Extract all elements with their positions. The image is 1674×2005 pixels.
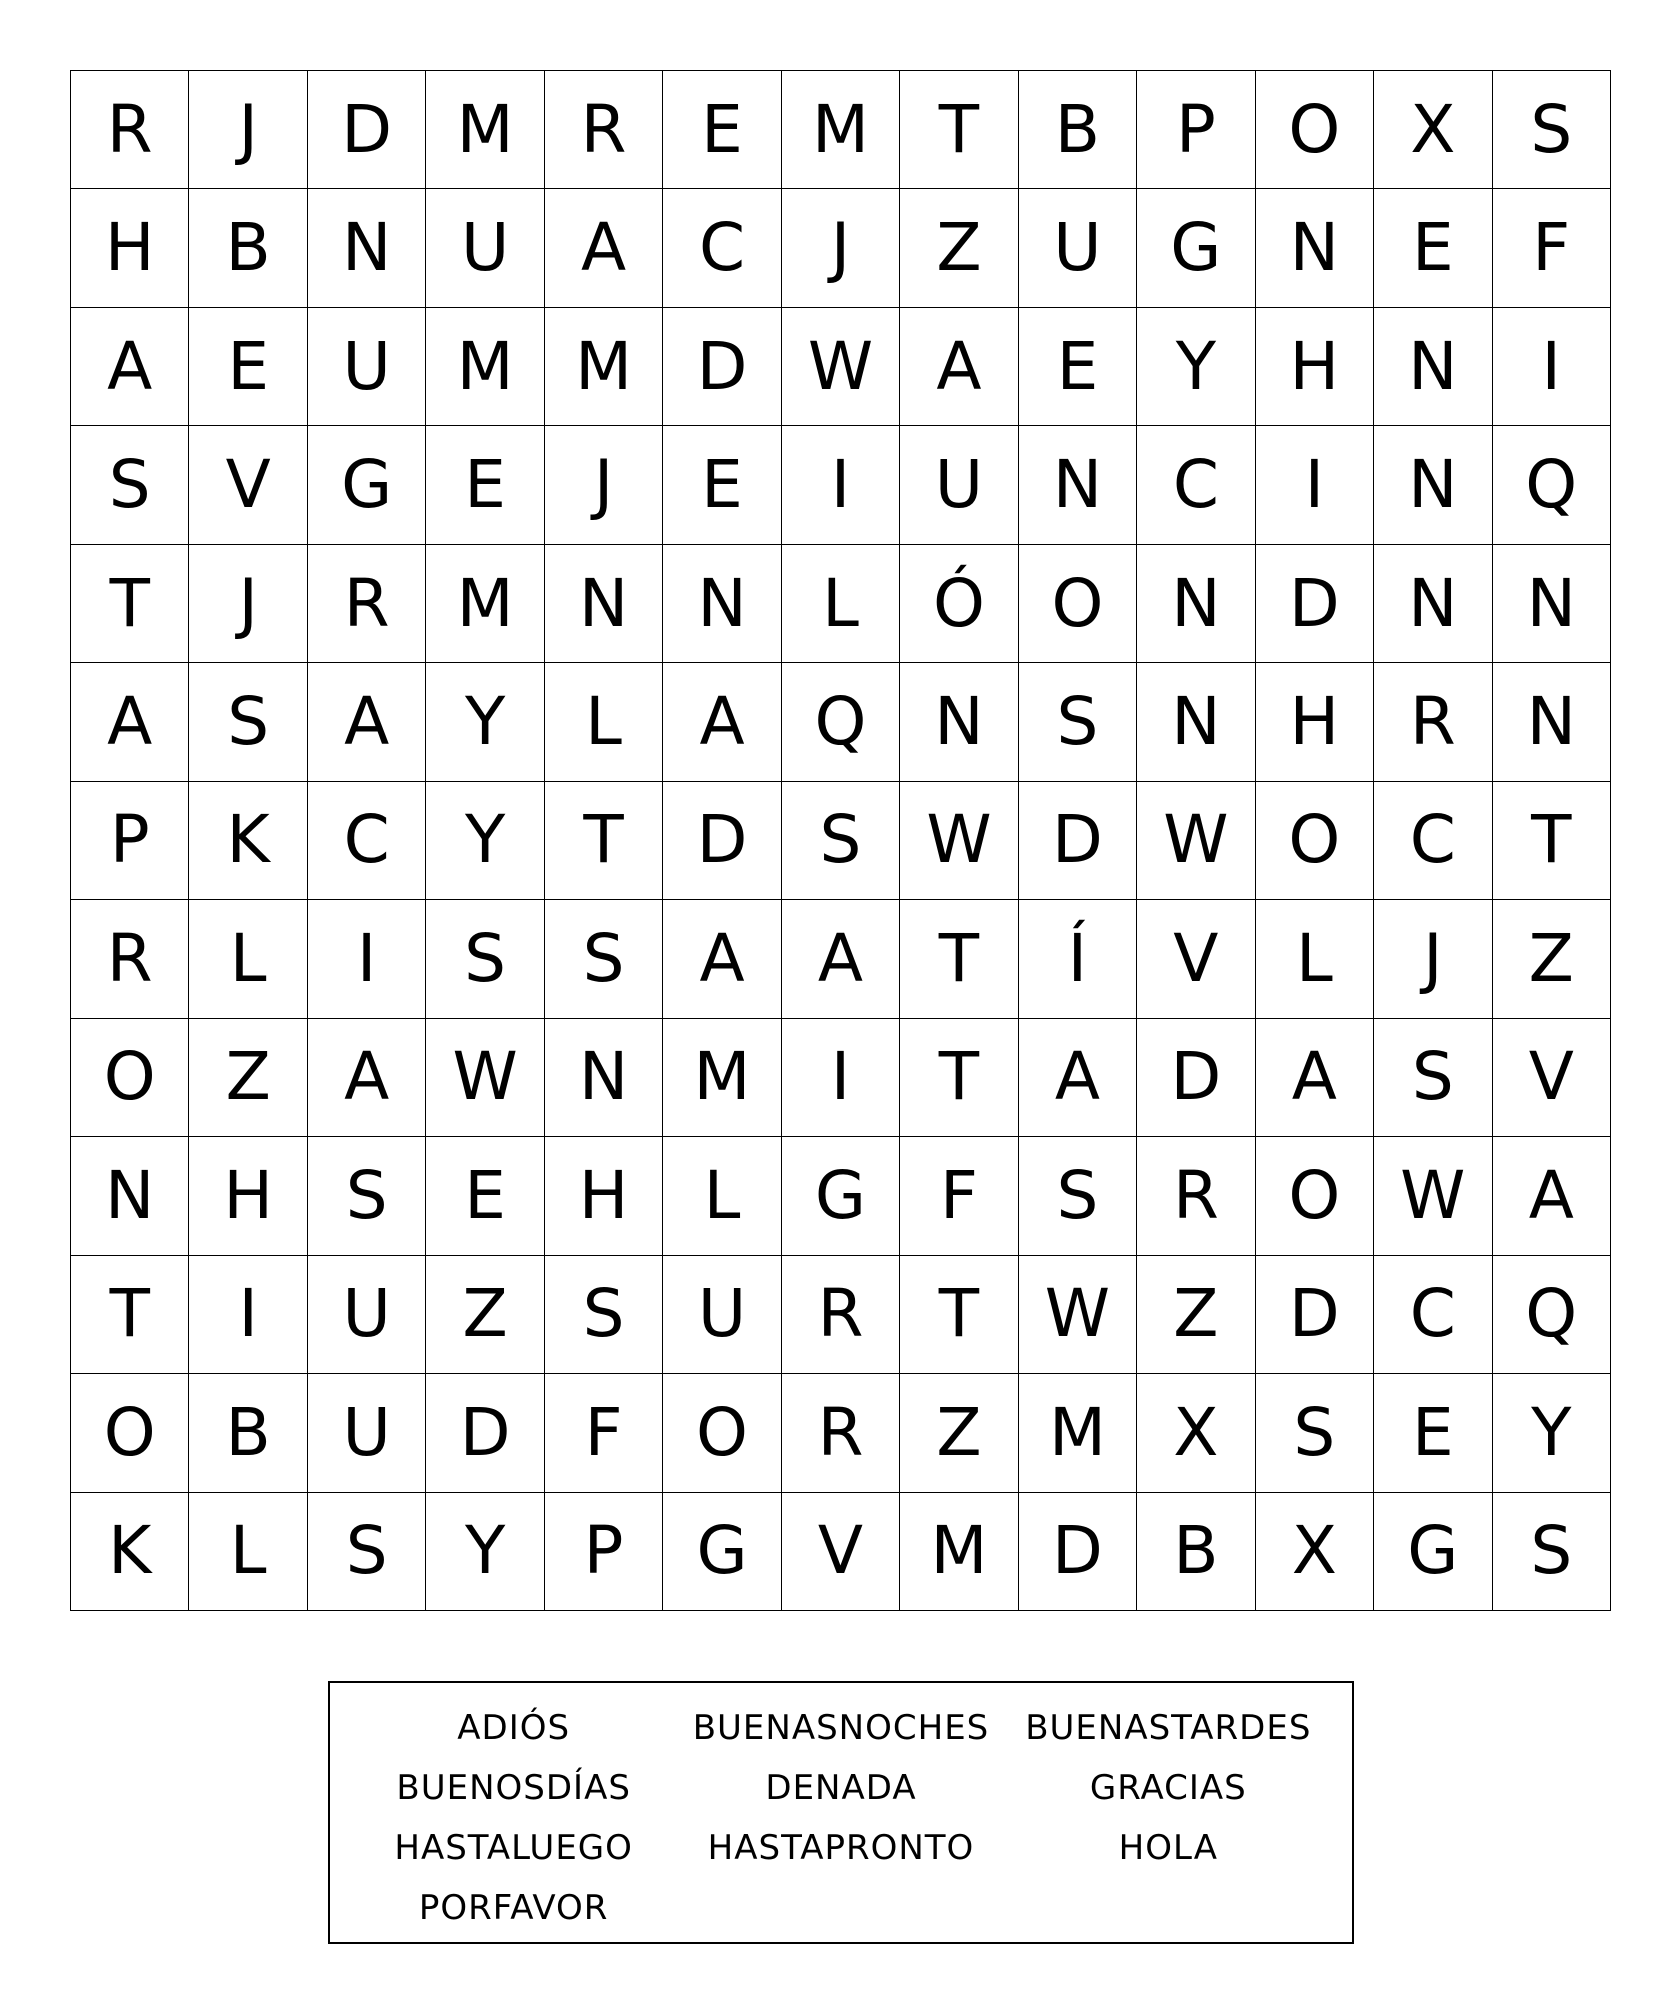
grid-cell[interactable]: A — [663, 900, 781, 1018]
grid-cell[interactable]: U — [900, 426, 1018, 544]
grid-cell[interactable]: S — [308, 1137, 426, 1255]
grid-cell[interactable]: N — [1493, 545, 1611, 663]
grid-cell[interactable]: A — [900, 308, 1018, 426]
grid-cell[interactable]: P — [71, 782, 189, 900]
grid-cell[interactable]: N — [71, 1137, 189, 1255]
grid-cell[interactable]: C — [1137, 426, 1255, 544]
grid-cell[interactable]: S — [308, 1493, 426, 1611]
grid-cell[interactable]: M — [426, 545, 544, 663]
grid-cell[interactable]: N — [1493, 663, 1611, 781]
grid-cell[interactable]: N — [900, 663, 1018, 781]
grid-cell[interactable]: Í — [1019, 900, 1137, 1018]
grid-cell[interactable]: Q — [1493, 426, 1611, 544]
grid-cell[interactable]: D — [1019, 782, 1137, 900]
grid-cell[interactable]: R — [782, 1374, 900, 1492]
grid-cell[interactable]: C — [308, 782, 426, 900]
grid-cell[interactable]: O — [663, 1374, 781, 1492]
grid-cell[interactable]: X — [1256, 1493, 1374, 1611]
grid-cell[interactable]: L — [545, 663, 663, 781]
grid-cell[interactable]: W — [1137, 782, 1255, 900]
grid-cell[interactable]: S — [1374, 1019, 1492, 1137]
word-bank-item: DENADA — [765, 1768, 917, 1808]
grid-cell[interactable]: S — [426, 900, 544, 1018]
grid-cell[interactable]: S — [189, 663, 307, 781]
grid-cell[interactable]: D — [663, 782, 781, 900]
grid-cell[interactable]: A — [308, 1019, 426, 1137]
grid-cell[interactable]: W — [426, 1019, 544, 1137]
grid-cell[interactable]: W — [1374, 1137, 1492, 1255]
grid-cell[interactable]: I — [782, 426, 900, 544]
grid-cell[interactable]: X — [1374, 71, 1492, 189]
grid-cell[interactable]: A — [308, 663, 426, 781]
word-bank-item: HASTAPRONTO — [707, 1828, 975, 1868]
grid-cell[interactable]: F — [545, 1374, 663, 1492]
grid-cell[interactable]: A — [782, 900, 900, 1018]
grid-cell[interactable]: H — [71, 189, 189, 307]
grid-cell[interactable]: N — [1374, 308, 1492, 426]
grid-cell[interactable]: L — [663, 1137, 781, 1255]
grid-cell[interactable]: J — [545, 426, 663, 544]
grid-cell[interactable]: B — [1019, 71, 1137, 189]
grid-cell[interactable]: E — [1374, 189, 1492, 307]
grid-cell[interactable]: D — [308, 71, 426, 189]
word-bank-item: HASTALUEGO — [394, 1828, 633, 1868]
grid-cell[interactable]: E — [426, 426, 544, 544]
grid-cell[interactable]: V — [782, 1493, 900, 1611]
grid-cell[interactable]: R — [1374, 663, 1492, 781]
grid-cell[interactable]: V — [1493, 1019, 1611, 1137]
grid-cell[interactable]: Z — [1493, 900, 1611, 1018]
grid-cell[interactable]: J — [782, 189, 900, 307]
grid-cell[interactable]: L — [782, 545, 900, 663]
grid-cell[interactable]: U — [426, 189, 544, 307]
grid-cell[interactable]: S — [1493, 1493, 1611, 1611]
grid-cell[interactable]: Y — [426, 1493, 544, 1611]
grid-cell[interactable]: R — [71, 900, 189, 1018]
grid-cell[interactable]: T — [1493, 782, 1611, 900]
grid-cell[interactable]: A — [663, 663, 781, 781]
word-bank-item: ADIÓS — [457, 1708, 571, 1748]
word-bank-item: GRACIAS — [1089, 1768, 1247, 1808]
grid-cell[interactable]: I — [189, 1256, 307, 1374]
grid-cell[interactable]: C — [663, 189, 781, 307]
grid-cell[interactable]: O — [1256, 782, 1374, 900]
grid-cell[interactable]: U — [308, 308, 426, 426]
grid-cell[interactable]: R — [782, 1256, 900, 1374]
grid-cell[interactable]: B — [1137, 1493, 1255, 1611]
grid-cell[interactable]: A — [1256, 1019, 1374, 1137]
grid-cell[interactable]: N — [545, 1019, 663, 1137]
word-bank-item: BUENOSDÍAS — [396, 1768, 631, 1808]
grid-cell[interactable]: R — [1137, 1137, 1255, 1255]
grid-cell[interactable]: P — [1137, 71, 1255, 189]
grid-cell[interactable]: G — [308, 426, 426, 544]
grid-cell[interactable]: E — [663, 71, 781, 189]
grid-cell[interactable]: Q — [1493, 1256, 1611, 1374]
grid-cell[interactable]: A — [545, 189, 663, 307]
grid-cell[interactable]: G — [663, 1493, 781, 1611]
grid-cell[interactable]: J — [189, 71, 307, 189]
grid-cell[interactable]: S — [71, 426, 189, 544]
grid-cell[interactable]: E — [426, 1137, 544, 1255]
grid-cell[interactable]: S — [782, 782, 900, 900]
grid-cell[interactable]: O — [1256, 1137, 1374, 1255]
grid-cell[interactable]: Q — [782, 663, 900, 781]
grid-cell[interactable]: N — [1374, 545, 1492, 663]
grid-cell[interactable]: S — [545, 900, 663, 1018]
grid-cell[interactable]: G — [782, 1137, 900, 1255]
grid-cell[interactable]: Y — [426, 782, 544, 900]
grid-cell[interactable]: T — [545, 782, 663, 900]
word-bank-item: PORFAVOR — [418, 1888, 609, 1928]
grid-cell[interactable]: N — [1019, 426, 1137, 544]
grid-cell[interactable]: S — [1019, 1137, 1137, 1255]
grid-cell[interactable]: W — [782, 308, 900, 426]
grid-cell[interactable]: A — [1019, 1019, 1137, 1137]
grid-cell[interactable]: N — [663, 545, 781, 663]
grid-cell[interactable]: K — [189, 782, 307, 900]
letter-grid — [70, 70, 1611, 1611]
grid-cell[interactable]: L — [189, 1493, 307, 1611]
grid-cell[interactable]: N — [1137, 545, 1255, 663]
grid-cell[interactable]: K — [71, 1493, 189, 1611]
grid-cell[interactable]: T — [71, 1256, 189, 1374]
grid-cell[interactable]: B — [189, 189, 307, 307]
word-bank-item: HOLA — [1118, 1828, 1218, 1868]
grid-cell[interactable]: F — [1493, 189, 1611, 307]
grid-cell[interactable]: B — [189, 1374, 307, 1492]
grid-cell[interactable]: G — [1374, 1493, 1492, 1611]
grid-cell[interactable]: V — [1137, 900, 1255, 1018]
grid-cell[interactable]: M — [1019, 1374, 1137, 1492]
grid-cell[interactable]: F — [900, 1137, 1018, 1255]
grid-cell[interactable]: J — [189, 545, 307, 663]
grid-cell[interactable]: R — [545, 71, 663, 189]
grid-cell[interactable]: H — [1256, 308, 1374, 426]
grid-cell[interactable]: E — [663, 426, 781, 544]
grid-cell[interactable]: N — [1256, 189, 1374, 307]
grid-cell[interactable]: Y — [1137, 308, 1255, 426]
grid-cell[interactable]: I — [1493, 308, 1611, 426]
grid-cell[interactable]: X — [1137, 1374, 1255, 1492]
grid-cell[interactable]: T — [900, 900, 1018, 1018]
grid-cell[interactable]: D — [1137, 1019, 1255, 1137]
grid-cell[interactable]: C — [1374, 782, 1492, 900]
grid-cell[interactable]: A — [71, 663, 189, 781]
grid-cell[interactable]: M — [426, 308, 544, 426]
grid-cell[interactable]: H — [189, 1137, 307, 1255]
grid-cell[interactable]: U — [663, 1256, 781, 1374]
grid-cell[interactable]: T — [71, 545, 189, 663]
grid-cell[interactable]: Ó — [900, 545, 1018, 663]
grid-cell[interactable]: L — [1256, 900, 1374, 1018]
grid-cell[interactable]: O — [71, 1374, 189, 1492]
grid-cell[interactable]: S — [1493, 71, 1611, 189]
grid-cell[interactable]: D — [1256, 545, 1374, 663]
grid-cell[interactable]: H — [1256, 663, 1374, 781]
grid-cell[interactable]: D — [426, 1374, 544, 1492]
grid-cell[interactable]: I — [782, 1019, 900, 1137]
grid-cell[interactable]: T — [900, 1019, 1018, 1137]
grid-cell[interactable]: O — [1019, 545, 1137, 663]
grid-cell[interactable]: C — [1374, 1256, 1492, 1374]
grid-cell[interactable]: N — [1374, 426, 1492, 544]
grid-cell[interactable]: M — [782, 71, 900, 189]
grid-cell[interactable]: M — [426, 71, 544, 189]
grid-cell[interactable]: D — [1256, 1256, 1374, 1374]
grid-cell[interactable]: W — [900, 782, 1018, 900]
grid-cell[interactable]: O — [1256, 71, 1374, 189]
grid-cell[interactable]: E — [1374, 1374, 1492, 1492]
grid-cell[interactable]: I — [1256, 426, 1374, 544]
word-bank-item: BUENASNOCHES — [692, 1708, 990, 1748]
grid-cell[interactable]: E — [1019, 308, 1137, 426]
grid-cell[interactable]: G — [1137, 189, 1255, 307]
grid-cell[interactable]: D — [1019, 1493, 1137, 1611]
grid-cell[interactable]: Z — [189, 1019, 307, 1137]
grid-cell[interactable]: E — [189, 308, 307, 426]
grid-cell[interactable]: V — [189, 426, 307, 544]
grid-cell[interactable]: A — [71, 308, 189, 426]
grid-cell[interactable]: I — [308, 900, 426, 1018]
grid-cell[interactable]: R — [308, 545, 426, 663]
grid-cell[interactable]: Z — [426, 1256, 544, 1374]
grid-cell[interactable]: Y — [1493, 1374, 1611, 1492]
word-bank — [328, 1681, 1354, 1944]
grid-cell[interactable]: N — [545, 545, 663, 663]
grid-cell[interactable]: D — [663, 308, 781, 426]
grid-cell[interactable]: S — [1256, 1374, 1374, 1492]
grid-cell[interactable]: A — [1493, 1137, 1611, 1255]
word-bank-item: BUENASTARDES — [1025, 1708, 1312, 1748]
grid-cell[interactable]: Y — [426, 663, 544, 781]
grid-cell[interactable]: M — [663, 1019, 781, 1137]
grid-cell[interactable]: J — [1374, 900, 1492, 1018]
grid-cell[interactable]: L — [189, 900, 307, 1018]
grid-cell[interactable]: U — [308, 1374, 426, 1492]
grid-cell[interactable]: U — [1019, 189, 1137, 307]
grid-cell[interactable]: S — [1019, 663, 1137, 781]
grid-cell[interactable]: M — [545, 308, 663, 426]
grid-cell[interactable]: Z — [1137, 1256, 1255, 1374]
grid-cell[interactable]: M — [900, 1493, 1018, 1611]
grid-cell[interactable]: T — [900, 1256, 1018, 1374]
grid-cell[interactable]: N — [1137, 663, 1255, 781]
grid-cell[interactable]: W — [1019, 1256, 1137, 1374]
grid-cell[interactable]: T — [900, 71, 1018, 189]
grid-cell[interactable]: U — [308, 1256, 426, 1374]
grid-cell[interactable]: O — [71, 1019, 189, 1137]
grid-cell[interactable]: Z — [900, 1374, 1018, 1492]
grid-cell[interactable]: R — [71, 71, 189, 189]
grid-cell[interactable]: H — [545, 1137, 663, 1255]
grid-cell[interactable]: S — [545, 1256, 663, 1374]
grid-cell[interactable]: N — [308, 189, 426, 307]
grid-cell[interactable]: Z — [900, 189, 1018, 307]
grid-cell[interactable]: P — [545, 1493, 663, 1611]
